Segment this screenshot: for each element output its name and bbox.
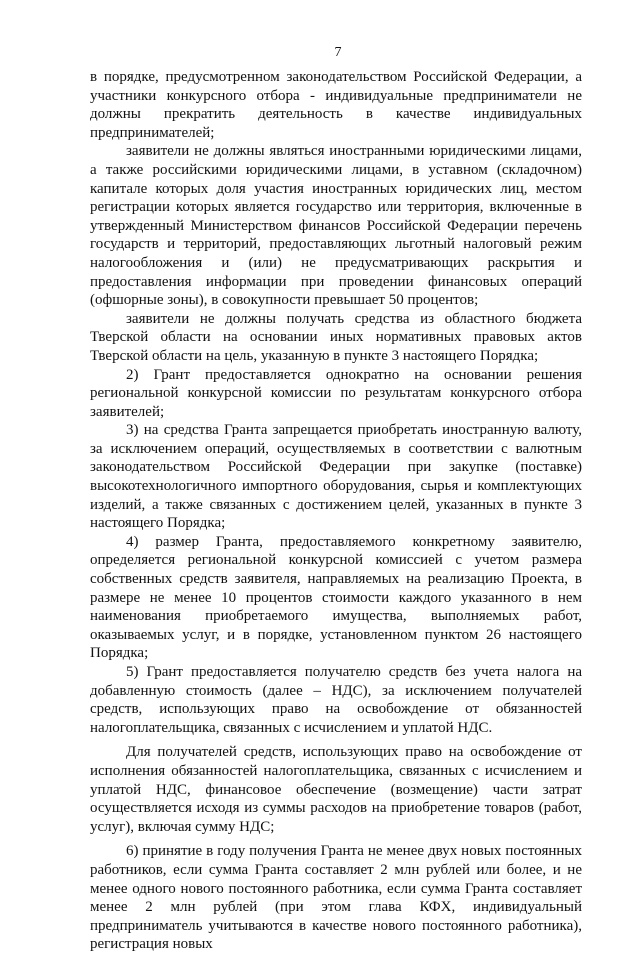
page-number: 7 — [334, 45, 342, 60]
paragraph: в порядке, предусмотренном законодательством Российской Федерации, а участники конкурсного отбора - индивидуальные предприниматели не должны прекратить деятельность в качестве индивидуальных предпринимателей; — [90, 69, 582, 141]
document-body — [90, 68, 582, 954]
paragraph: 2) Грант предоставляется однократно на основании решения региональной конкурсной комиссии по результатам конкурсного отбора заявителей; — [90, 366, 582, 420]
paragraph: 3) на средства Гранта запрещается приобретать иностранную валюту, за исключением операций, осуществляемых в соответствии с валютным законодательством Российской Федерации при закупке (поставке) высокотехнологичного импортного оборудования, сырья и комплектующих изделий, а также связанных с достижением целей, указанных в пункте 3 настоящего Порядка; — [90, 422, 582, 532]
paragraph: 6) принятие в году получения Гранта не менее двух новых постоянных работников, если сумма Гранта составляет 2 млн рублей или более, и не менее одного нового постоянного работника, если сумма Гранта составляет менее 2 млн рублей (при этом глава КФХ, индивидуальный предприниматель учитываются в качестве нового постоянного работника), регистрация новых — [90, 843, 582, 953]
paragraph: 5) Грант предоставляется получателю средств без учета налога на добавленную стоимость (далее – НДС), за исключением получателей средств, использующих право на освобождение от обязанностей налогоплательщика, связанных с исчислением и уплатой НДС. — [90, 664, 582, 736]
paragraph: заявители не должны являться иностранными юридическими лицами, а также российскими юридическими лицами, в уставном (складочном) капитале которых доля участия иностранных юридических лиц, местом регистрации которых является государство или территория, включенные в утвержденный Министерством финансов Российской Федерации перечень государств и территорий, предоставляющих льготный налоговый режим налогообложения и (или) не предусматривающих раскрытия и предоставления информации при проведении финансовых операций (офшорные зоны), в совокупности превышает 50 процентов; — [90, 143, 582, 309]
paragraph: Для получателей средств, использующих право на освобождение от исполнения обязанностей налогоплательщика, связанных с исчислением и уплатой НДС, финансовое обеспечение (возмещение) части затрат осуществляется исходя из суммы расходов на приобретение товаров (работ, услуг), включая сумму НДС; — [90, 744, 582, 835]
paragraph: 4) размер Гранта, предоставляемого конкретному заявителю, определяется региональной конкурсной комиссией с учетом размера собственных средств заявителя, направляемых на реализацию Проекта, в размере не менее 10 процентов стоимости каждого указанного в нем наименования приобретаемого имущества, выполняемых работ, оказываемых услуг, и в порядке, установленном пунктом 26 настоящего Порядка; — [90, 533, 582, 662]
paragraph: заявители не должны получать средства из областного бюджета Тверской области на основании иных нормативных правовых актов Тверской области на цель, указанную в пункте 3 настоящего Порядка; — [90, 310, 582, 364]
